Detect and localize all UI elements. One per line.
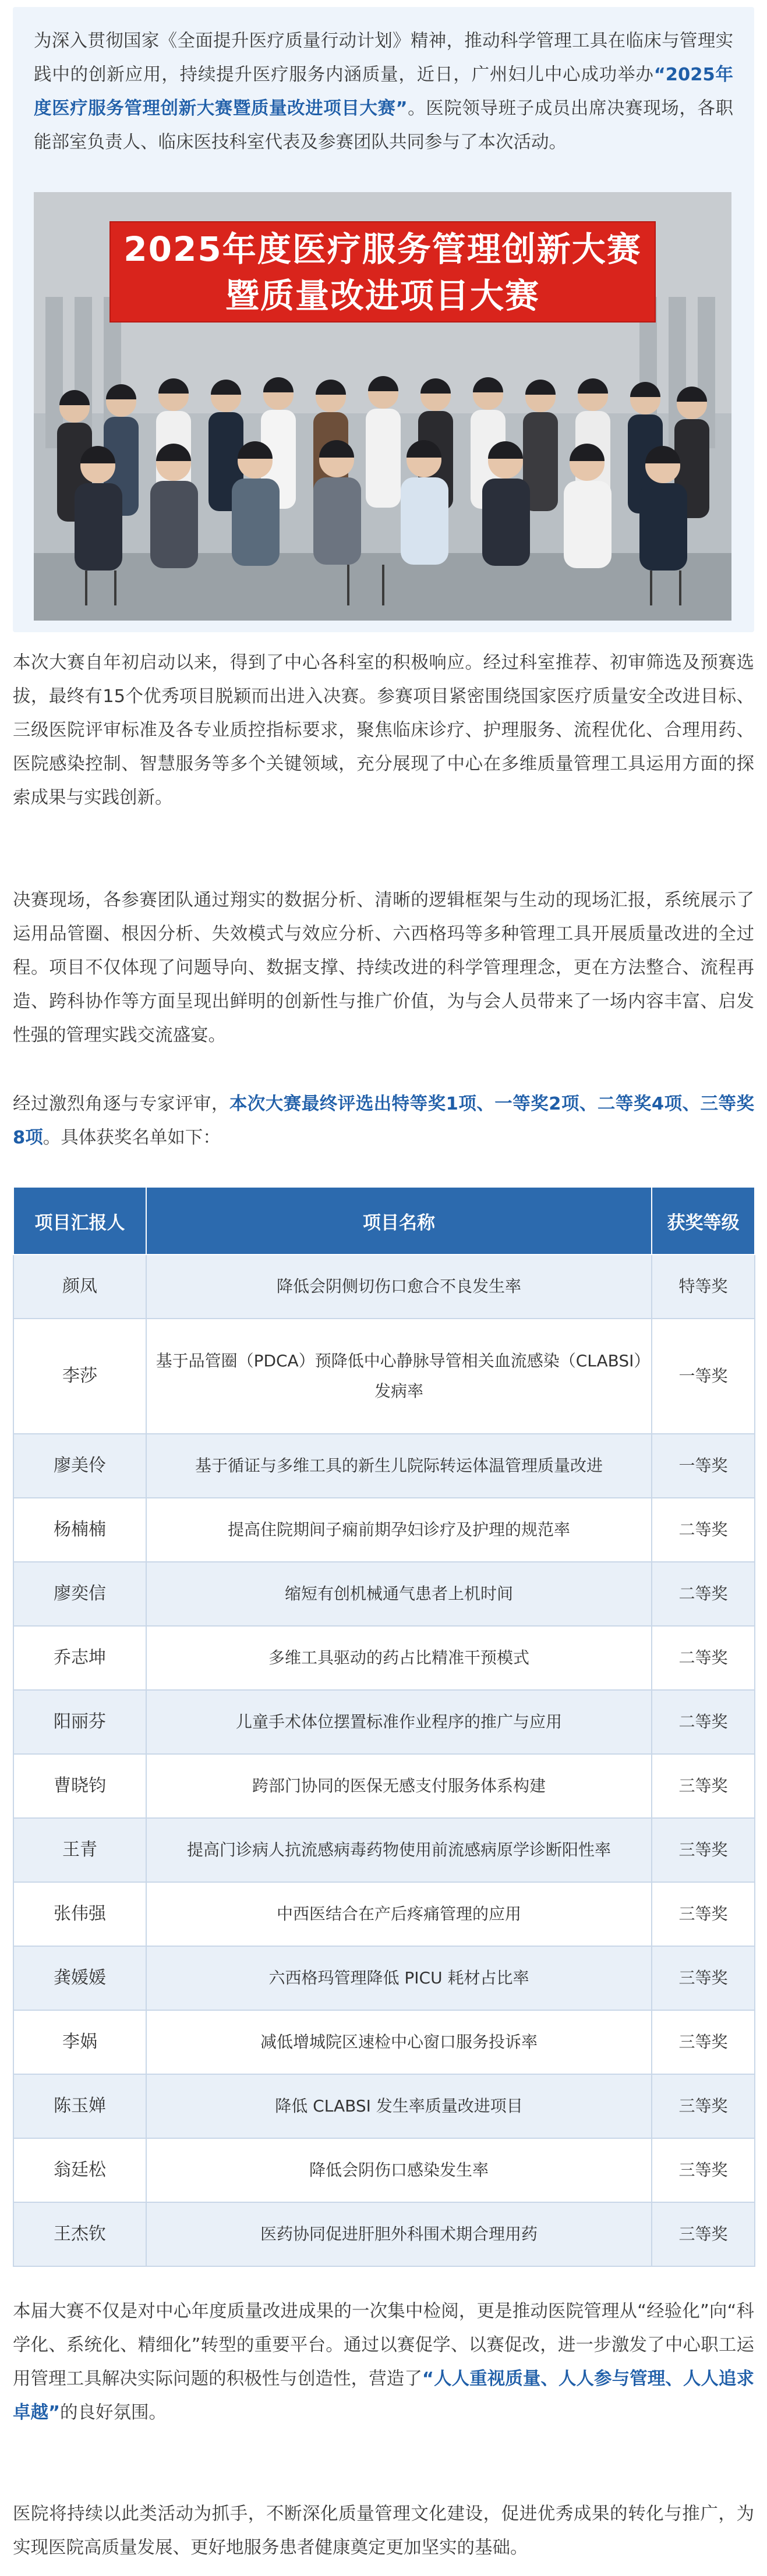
results-text-b: 。具体获奖名单如下： [43, 1128, 221, 1148]
table-row [13, 2074, 755, 2138]
cell-project: 提高住院期间子痫前期孕妇诊疗及护理的规范率 [146, 1498, 652, 1562]
cell-project: 医药协同促进肝胆外科围术期合理用药 [146, 2202, 652, 2266]
header-project: 项目名称 [146, 1187, 652, 1255]
table-row [13, 1818, 755, 1882]
cell-project: 降低会阴伤口感染发生率 [146, 2138, 652, 2202]
cell-project: 缩短有创机械通气患者上机时间 [146, 1562, 652, 1626]
cell-project: 基于品管圈（PDCA）预降低中心静脉导管相关血流感染（CLABSI）发病率 [146, 1319, 652, 1434]
cell-project: 中西医结合在产后疼痛管理的应用 [146, 1882, 652, 1946]
results-highlight: 本次大赛最终评选出特等奖1项、一等奖2项、二等奖4项、三等奖8项 [13, 1094, 755, 1148]
table-row [13, 1562, 755, 1626]
cell-award: 三等奖 [652, 1946, 755, 2010]
cell-reporter: 李娲 [13, 2010, 146, 2074]
paragraph-finals: 决赛现场，各参赛团队通过翔实的数据分析、清晰的逻辑框架与生动的现场汇报，系统展示了运用品管圈、根因分析、失效模式与效应分析、六西格玛等多种管理工具开展质量改进的全过程。项目不仅体现了问题导向、数据支撑、持续改进的科学管理理念，更在方法整合、流程再造、跨科协作等方面呈现出鲜明的创新性与推广价值，为与会人员带来了一场内容丰富、启发性强的管理实践交流盛宴。 [13, 890, 754, 1046]
table-row [13, 1498, 755, 1562]
cell-project: 减低增城院区速检中心窗口服务投诉率 [146, 2010, 652, 2074]
paragraph-results [13, 1087, 754, 1155]
intro-highlight: “2025年度医疗服务管理创新大赛暨质量改进项目大赛” [34, 65, 733, 119]
table-row [13, 2202, 755, 2266]
cell-reporter: 曹晓钧 [13, 1754, 146, 1818]
intro-text-b: 。医院领导班子成员出席决赛现场，各职能部室负责人、临床医技科室代表及参赛团队共同参与了本次活动。 [34, 98, 734, 153]
cell-reporter: 廖奕信 [13, 1562, 146, 1626]
cell-award: 三等奖 [652, 2010, 755, 2074]
cell-project: 降低 CLABSI 发生率质量改进项目 [146, 2074, 652, 2138]
cell-project: 提高门诊病人抗流感病毒药物使用前流感病原学诊断阳性率 [146, 1818, 652, 1882]
table-row [13, 2010, 755, 2074]
cell-project: 六西格玛管理降低 PICU 耗材占比率 [146, 1946, 652, 2010]
significance-text-a: 本届大赛不仅是对中心年度质量改进成果的一次集中检阅，更是推动医院管理从“经验化”向“科学化、系统化、精细化”转型的重要平台。通过以赛促学、以赛促改，进一步激发了中心职工运用管理工具解决实际问题的积极性与创造性，营造了 [13, 2301, 754, 2389]
cell-project: 跨部门协同的医保无感支付服务体系构建 [146, 1754, 652, 1818]
awards-table-wrapper [13, 1186, 754, 2267]
cell-award: 二等奖 [652, 1562, 755, 1626]
table-row [13, 1754, 755, 1818]
paragraph-outlook: 医院将持续以此类活动为抓手，不断深化质量管理文化建设，促进优秀成果的转化与推广，为实现医院高质量发展、更好地服务患者健康奠定更加坚实的基础。 [13, 2504, 754, 2558]
cell-reporter: 阳丽芬 [13, 1690, 146, 1754]
cell-project: 降低会阴侧切伤口愈合不良发生率 [146, 1255, 652, 1319]
cell-reporter: 王青 [13, 1818, 146, 1882]
table-row [13, 1255, 755, 1319]
cell-award: 三等奖 [652, 2074, 755, 2138]
cell-reporter: 王杰钦 [13, 2202, 146, 2266]
cell-award: 三等奖 [652, 2202, 755, 2266]
cell-award: 二等奖 [652, 1626, 755, 1690]
banner-line-1: 2025年度医疗服务管理创新大赛 [123, 229, 642, 269]
cell-project: 多维工具驱动的药占比精准干预模式 [146, 1626, 652, 1690]
paragraph-significance [13, 2295, 754, 2430]
cell-reporter: 龚媛媛 [13, 1946, 146, 2010]
table-row [13, 1882, 755, 1946]
header-award: 获奖等级 [652, 1187, 755, 1255]
cell-award: 一等奖 [652, 1434, 755, 1498]
cell-project: 基于循证与多维工具的新生儿院际转运体温管理质量改进 [146, 1434, 652, 1498]
cell-award: 三等奖 [652, 1754, 755, 1818]
event-banner [109, 221, 656, 323]
cell-project: 儿童手术体位摆置标准作业程序的推广与应用 [146, 1690, 652, 1754]
cell-award: 三等奖 [652, 1818, 755, 1882]
paragraph-launch: 本次大赛自年初启动以来，得到了中心各科室的积极响应。经过科室推荐、初审筛选及预赛选拔，最终有15个优秀项目脱颖而出进入决赛。参赛项目紧密围绕国家医疗质量安全改进目标、三级医院评审标准及各专业质控指标要求，聚焦临床诊疗、护理服务、流程优化、合理用药、医院感染控制、智慧服务等多个关键领域，充分展现了中心在多维质量管理工具运用方面的探索成果与实践创新。 [13, 653, 754, 808]
header-reporter: 项目汇报人 [13, 1187, 146, 1255]
cell-reporter: 陈玉婵 [13, 2074, 146, 2138]
intro-text-a: 为深入贯彻国家《全面提升医疗质量行动计划》精神，推动科学管理工具在临床与管理实践中的创新应用，持续提升医疗服务内涵质量，近日，广州妇儿中心成功举办 [34, 31, 733, 85]
cell-award: 三等奖 [652, 1882, 755, 1946]
cell-reporter: 廖美伶 [13, 1434, 146, 1498]
intro-paragraph [34, 24, 733, 160]
group-photo [34, 192, 731, 621]
table-row [13, 1690, 755, 1754]
table-row [13, 1946, 755, 2010]
cell-reporter: 杨楠楠 [13, 1498, 146, 1562]
results-text-a: 经过激烈角逐与专家评审， [13, 1094, 229, 1114]
cell-reporter: 翁廷松 [13, 2138, 146, 2202]
table-header-row [13, 1187, 755, 1255]
table-row [13, 2138, 755, 2202]
significance-text-b: 的良好氛围。 [60, 2403, 167, 2423]
cell-reporter: 颜凤 [13, 1255, 146, 1319]
cell-reporter: 李莎 [13, 1319, 146, 1434]
table-row [13, 1319, 755, 1434]
cell-award: 二等奖 [652, 1498, 755, 1562]
table-row [13, 1626, 755, 1690]
banner-line-2: 暨质量改进项目大赛 [225, 276, 540, 316]
cell-reporter: 乔志坤 [13, 1626, 146, 1690]
cell-award: 一等奖 [652, 1319, 755, 1434]
awards-table [13, 1186, 755, 2267]
intro-card [13, 7, 754, 632]
cell-reporter: 张伟强 [13, 1882, 146, 1946]
cell-award: 二等奖 [652, 1690, 755, 1754]
significance-highlight: “人人重视质量、人人参与管理、人人追求卓越” [13, 2369, 754, 2423]
cell-award: 三等奖 [652, 2138, 755, 2202]
cell-award: 特等奖 [652, 1255, 755, 1319]
table-row [13, 1434, 755, 1498]
